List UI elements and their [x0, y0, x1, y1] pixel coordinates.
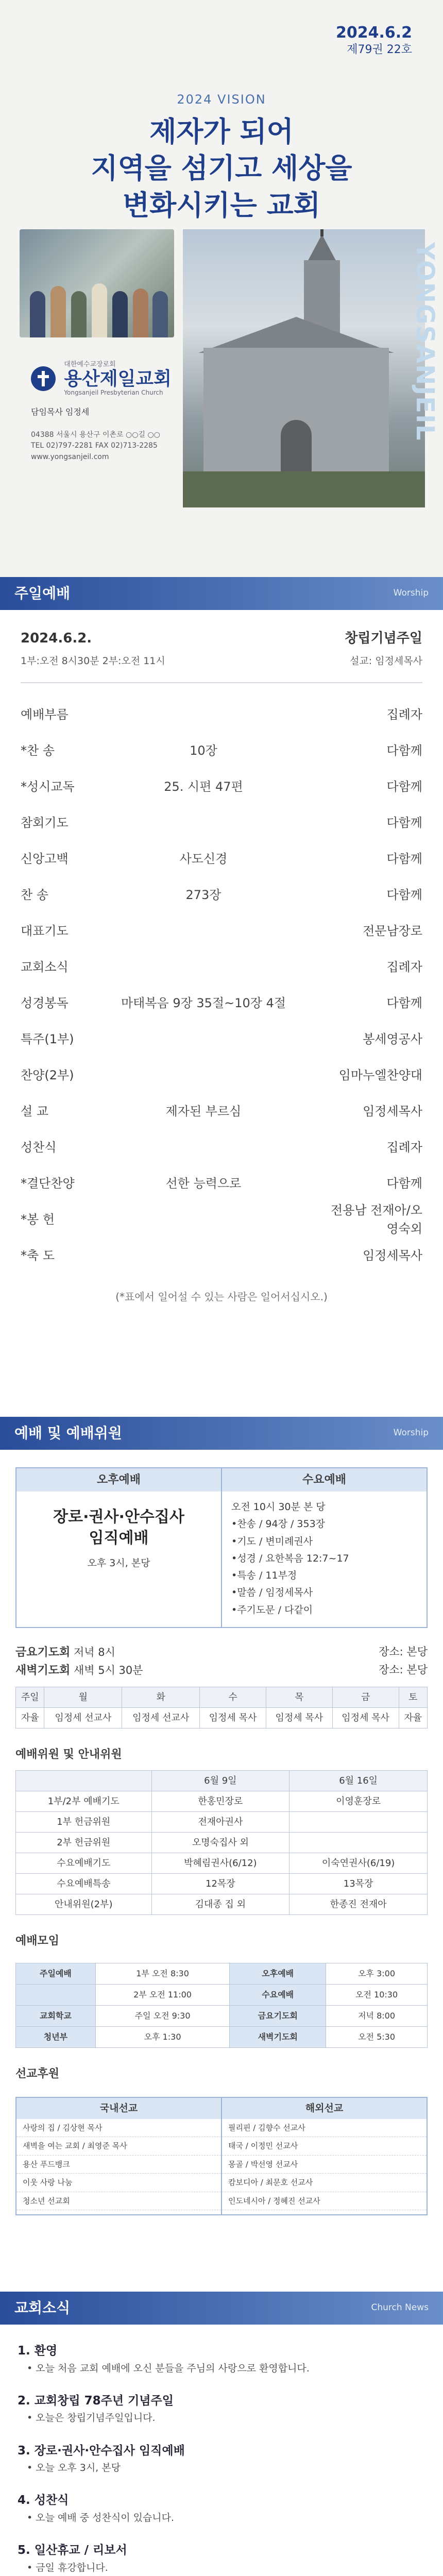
wednesday-line: •성경 / 요한복음 12:7~17 — [231, 1552, 349, 1564]
domestic-mission-list — [16, 2119, 221, 2211]
table-cell: 안내위원(2부) — [16, 1894, 152, 1915]
wednesday-service — [221, 1468, 427, 1627]
denomination: 대한예수교장로회 — [64, 361, 116, 368]
church-building-photo — [183, 229, 425, 507]
wednesday-line: •기도 / 변미례권사 — [231, 1535, 313, 1547]
friday-prayer-name: 금요기도회 — [15, 1646, 71, 1659]
schedule-cell: 교회학교 — [16, 2006, 96, 2027]
table-cell: 오명숙집사 외 — [151, 1833, 289, 1853]
table-cell: 12목장 — [151, 1874, 289, 1894]
afternoon-service — [16, 1468, 221, 1627]
domestic-mission — [16, 2098, 221, 2214]
news-item — [18, 2492, 425, 2526]
prayer-meetings — [15, 1643, 428, 1728]
order-content: 선한 능력으로 — [165, 1176, 242, 1191]
table-header-cell: 토 — [399, 1687, 428, 1708]
wednesday-line: •주기도문 / 다같이 — [231, 1604, 313, 1616]
schedule-cell: 수요예배 — [230, 1985, 326, 2006]
order-leader: 전문남장로 — [363, 923, 422, 938]
news-item — [18, 2541, 425, 2576]
worship-date: 2024.6.2. — [21, 631, 92, 646]
table-cell: 전재아권사 — [151, 1812, 289, 1833]
order-label: 성찬식 — [21, 1140, 57, 1155]
worship-time-row — [21, 654, 422, 683]
mission-item: 사랑의 집 / 김상현 목사 — [16, 2119, 221, 2138]
news-body: • 금일 휴강합니다. — [27, 2562, 108, 2573]
order-leader: 전용남 전재아/오영숙외 — [330, 1202, 422, 1236]
section-title: 예배 및 예배위원 — [14, 1425, 122, 1442]
order-item — [21, 1129, 422, 1165]
schedule-row — [16, 2006, 428, 2027]
order-content: 10장 — [190, 743, 217, 758]
worship-section-header — [0, 577, 443, 610]
schedule-cell: 오후 1:30 — [95, 2027, 229, 2048]
table-cell: 자율 — [16, 1708, 44, 1728]
order-item — [21, 985, 422, 1021]
schedule-cell: 1부 오전 8:30 — [95, 1963, 229, 1985]
afternoon-service-title: 오후예배 — [16, 1468, 221, 1492]
mission-item: 필리핀 / 김향수 선교사 — [222, 2119, 427, 2138]
section-title: 교회소식 — [14, 2299, 71, 2316]
order-label: 교회소식 — [21, 959, 69, 974]
phone-line: TEL 02)797-2281 FAX 02)713-2285 — [31, 442, 158, 450]
vertical-church-name: YONGSANJEIL — [411, 242, 439, 442]
order-leader: 다함께 — [386, 995, 422, 1010]
schedule-cell: 금요기도회 — [230, 2006, 326, 2027]
worship-team-table — [15, 1770, 428, 1915]
news-body: • 오늘 처음 교회 예배에 오신 분들을 주님의 사랑으로 환영합니다. — [27, 2362, 310, 2374]
schedule-cell — [16, 1985, 96, 2006]
table-cell: 임정세 목사 — [266, 1708, 332, 1728]
news-title: 5. 일산휴교 / 리보서 — [18, 2544, 127, 2557]
order-item — [21, 1238, 422, 1274]
logo-text — [64, 361, 172, 397]
table-cell: 임정세 목사 — [332, 1708, 399, 1728]
table-header-cell: 화 — [122, 1687, 200, 1708]
order-label: 신앙고백 — [21, 851, 69, 866]
dawn-prayer-row — [15, 1662, 428, 1680]
table-cell: 13목장 — [289, 1874, 428, 1894]
overseas-mission-list — [222, 2119, 427, 2211]
mission-item: 새벽을 여는 교회 / 최영준 목사 — [16, 2137, 221, 2156]
order-label: 참회기도 — [21, 815, 69, 830]
schedule-cell: 오전 5:30 — [326, 2027, 428, 2048]
person-figure — [92, 283, 107, 337]
mission-title: 선교후원 — [15, 2067, 60, 2081]
ordination-title-line: 임직예배 — [89, 1529, 149, 1547]
schedule-cell: 저녁 8:00 — [326, 2006, 428, 2027]
news-item — [18, 2442, 425, 2477]
table-cell: 박혜림권사(6/12) — [151, 1853, 289, 1874]
vision-label: 2024 VISION — [177, 92, 266, 107]
table-cell: 이영훈장로 — [289, 1791, 428, 1812]
mission-table — [15, 2097, 428, 2215]
church-name: 용산제일교회 — [64, 368, 172, 389]
table-cell: 2부 헌금위원 — [16, 1833, 152, 1853]
overseas-mission-title: 해외선교 — [222, 2098, 427, 2119]
table-header-cell: 금 — [332, 1687, 399, 1708]
table-cell: 수요예배특송 — [16, 1874, 152, 1894]
order-leader: 임마누엘찬양대 — [338, 1067, 422, 1082]
order-leader: 집례자 — [386, 1140, 422, 1155]
schedule-cell: 오후 3:00 — [326, 1963, 428, 1985]
order-label: 특주(1부) — [21, 1031, 74, 1046]
section-subtitle: Worship — [393, 588, 429, 599]
order-label: 예배부름 — [21, 707, 69, 722]
schedule-row — [16, 1963, 428, 1985]
news-body: • 오늘 오후 3시, 본당 — [27, 2462, 121, 2474]
order-leader: 다함께 — [386, 779, 422, 794]
order-item — [21, 697, 422, 733]
table-cell: 임정세 목사 — [200, 1708, 266, 1728]
vision-title-line: 제자가 되어 — [149, 115, 294, 148]
order-leader: 임정세목사 — [363, 1248, 422, 1263]
table-cell: 한홍민장로 — [151, 1791, 289, 1812]
overseas-mission — [221, 2098, 427, 2214]
order-label: 설 교 — [21, 1104, 48, 1118]
friday-prayer-place: 장소: 본당 — [379, 1645, 428, 1658]
table-cell — [289, 1812, 428, 1833]
table-row — [16, 1791, 428, 1812]
news-item — [18, 2392, 425, 2427]
order-leader: 다함께 — [386, 851, 422, 866]
table-row — [16, 1853, 428, 1874]
church-name-english: Yongsanjeil Presbyterian Church — [64, 389, 163, 397]
section-title: 주일예배 — [14, 585, 71, 602]
church-logo-icon — [31, 366, 56, 391]
worship-date-row — [21, 629, 422, 649]
dawn-prayer-time: 새벽 5시 30분 — [73, 1664, 143, 1676]
schedule-cell: 오전 10:30 — [326, 1985, 428, 2006]
table-cell: 임정세 선교사 — [122, 1708, 200, 1728]
cross-icon — [320, 229, 323, 236]
schedule-row — [16, 1985, 428, 2006]
cover — [0, 0, 443, 577]
wednesday-line: •특송 / 11부정 — [231, 1570, 297, 1581]
church-logo-block — [31, 361, 180, 463]
bulletin-date: 2024.6.2 — [335, 24, 412, 42]
order-label: 성경봉독 — [21, 995, 69, 1010]
order-item — [21, 1165, 422, 1201]
schedule-cell: 주일예배 — [16, 1963, 96, 1985]
news-list — [18, 2342, 425, 2576]
person-figure — [50, 286, 66, 337]
table-header-cell: 목 — [266, 1687, 332, 1708]
table-cell: 자율 — [399, 1708, 428, 1728]
news-title: 2. 교회창립 78주년 기념주일 — [18, 2394, 174, 2408]
church-news — [0, 2325, 443, 2576]
table-header-cell — [16, 1771, 152, 1791]
order-label: 대표기도 — [21, 923, 69, 938]
order-label: *봉 헌 — [21, 1212, 55, 1227]
order-content: 273장 — [185, 887, 222, 902]
news-title: 3. 장로·권사·안수집사 임직예배 — [18, 2444, 185, 2458]
order-leader: 다함께 — [386, 815, 422, 830]
table-row — [16, 1708, 428, 1728]
news-title: 4. 성찬식 — [18, 2494, 69, 2507]
church-address — [31, 430, 180, 463]
person-figure — [112, 291, 128, 337]
schedule-table — [15, 1963, 428, 2048]
order-leader: 집례자 — [386, 959, 422, 974]
dawn-prayer-table — [15, 1687, 428, 1728]
mission-item: 이웃 사랑 나눔 — [16, 2174, 221, 2192]
schedule-row — [16, 2027, 428, 2048]
table-header-cell: 수 — [200, 1687, 266, 1708]
ordination-time: 오후 3시, 본당 — [87, 1557, 150, 1569]
table-cell: 한종진 전재아 — [289, 1894, 428, 1915]
section-subtitle: Worship — [393, 1428, 429, 1438]
order-leader: 봉세영공사 — [363, 1031, 422, 1046]
sunday-name: 창립기념주일 — [345, 631, 422, 646]
news-item — [18, 2342, 425, 2377]
table-header-row — [16, 1771, 428, 1791]
order-label: 찬양(2부) — [21, 1067, 74, 1082]
order-label: *축 도 — [21, 1248, 55, 1263]
table-row — [16, 1812, 428, 1833]
mission-item: 캄보디아 / 최문호 선교사 — [222, 2174, 427, 2192]
table-header-cell: 월 — [44, 1687, 122, 1708]
wednesday-line: •말씀 / 임정세목사 — [231, 1587, 313, 1599]
order-content: 25. 시편 47편 — [164, 779, 243, 794]
order-label: *찬 송 — [21, 743, 55, 758]
worship-times: 1부:오전 8시30분 2부:오전 11시 — [21, 655, 165, 667]
order-item — [21, 1057, 422, 1093]
order-leader: 집례자 — [386, 707, 422, 722]
issue-number: 제79권 22호 — [347, 43, 412, 56]
domestic-mission-title: 국내선교 — [16, 2098, 221, 2119]
order-item — [21, 913, 422, 949]
dawn-prayer-name: 새벽기도회 — [15, 1664, 71, 1677]
person-figure — [152, 291, 168, 337]
ordination-title — [26, 1507, 212, 1549]
person-figure — [30, 291, 45, 337]
worship-order — [0, 610, 443, 1417]
person-figure — [133, 289, 148, 337]
website-link[interactable]: www.yongsanjeil.com — [31, 452, 109, 461]
mission-item: 인도네시아 / 정혜진 선교사 — [222, 2192, 427, 2211]
news-title: 1. 환영 — [18, 2344, 58, 2358]
news-body: • 오늘 예배 중 성찬식이 있습니다. — [27, 2512, 175, 2523]
mission-item: 청소년 선교회 — [16, 2192, 221, 2211]
dawn-prayer-place: 장소: 본당 — [379, 1663, 428, 1676]
table-cell: 임정세 선교사 — [44, 1708, 122, 1728]
friday-prayer-row — [15, 1643, 428, 1662]
preacher: 설교: 임정세목사 — [350, 655, 422, 667]
table-cell: 수요예배기도 — [16, 1853, 152, 1874]
order-leader: 임정세목사 — [363, 1104, 422, 1118]
order-leader: 다함께 — [386, 887, 422, 902]
table-cell: 이숙연권사(6/19) — [289, 1853, 428, 1874]
schedule-cell: 오후예배 — [230, 1963, 326, 1985]
church-door — [281, 420, 312, 477]
mission-item: 몽골 / 박선영 선교사 — [222, 2156, 427, 2174]
news-section-header — [0, 2292, 443, 2325]
order-item — [21, 877, 422, 913]
order-item — [21, 733, 422, 769]
schedule-cell: 주일 오전 9:30 — [95, 2006, 229, 2027]
ordination-title-line: 장로·권사·안수집사 — [53, 1508, 184, 1526]
order-leader: 다함께 — [386, 1176, 422, 1191]
section-subtitle: Church News — [371, 2302, 429, 2313]
church-ground — [183, 471, 425, 507]
table-header-row — [16, 1687, 428, 1708]
news-body: • 오늘은 창립기념주일입니다. — [27, 2412, 156, 2424]
table-cell: 1부/2부 예배기도 — [16, 1791, 152, 1812]
order-leader: 다함께 — [386, 743, 422, 758]
table-row — [16, 1833, 428, 1853]
order-item — [21, 841, 422, 877]
congregation-photo — [20, 229, 174, 337]
vision-title — [0, 113, 443, 224]
mission-item: 태국 / 이정민 선교사 — [222, 2137, 427, 2156]
order-item — [21, 1021, 422, 1057]
schedule-cell: 새벽기도회 — [230, 2027, 326, 2048]
order-label: *결단찬양 — [21, 1176, 75, 1191]
order-item — [21, 949, 422, 985]
wednesday-lines — [231, 1499, 417, 1619]
table-cell: 김대종 집 외 — [151, 1894, 289, 1915]
order-content: 사도신경 — [179, 851, 228, 866]
table-cell — [289, 1833, 428, 1853]
table-row — [16, 1894, 428, 1915]
schedule-title: 예배모임 — [15, 1935, 60, 1948]
friday-prayer-time: 저녁 8시 — [73, 1646, 115, 1658]
table-row — [16, 1874, 428, 1894]
order-item — [21, 805, 422, 841]
times-section-header — [0, 1417, 443, 1450]
schedule-cell: 2부 오전 11:00 — [95, 1985, 229, 2006]
worship-times — [0, 1450, 443, 2292]
order-content: 제자된 부르심 — [165, 1104, 242, 1118]
person-figure — [71, 291, 87, 337]
team-title: 예배위원 및 안내위원 — [15, 1748, 122, 1761]
wednesday-service-title: 수요예배 — [222, 1468, 427, 1492]
service-box — [15, 1467, 428, 1628]
order-item — [21, 1201, 422, 1238]
order-list — [21, 697, 422, 1274]
vision-title-line: 변화시키는 교회 — [123, 189, 320, 222]
order-item — [21, 1093, 422, 1129]
order-item — [21, 769, 422, 805]
standing-note: (*표에서 일어설 수 있는 사람은 일어서십시오.) — [115, 1290, 328, 1303]
senior-pastor: 담임목사 임정세 — [31, 406, 90, 417]
cover-date — [336, 23, 412, 58]
wednesday-line: 오전 10시 30분 본 당 — [231, 1501, 326, 1513]
order-label: 찬 송 — [21, 887, 48, 902]
table-header-cell: 주일 — [16, 1687, 44, 1708]
order-content: 마태복음 9장 35절~10장 4절 — [121, 995, 286, 1010]
wednesday-line: •찬송 / 94장 / 353장 — [231, 1518, 326, 1530]
table-header-cell: 6월 16일 — [289, 1771, 428, 1791]
table-header-cell: 6월 9일 — [151, 1771, 289, 1791]
address-line: 04388 서울시 용산구 이촌로 ○○길 ○○ — [31, 430, 160, 439]
schedule-cell: 청년부 — [16, 2027, 96, 2048]
vision-title-line: 지역을 섬기고 세상을 — [91, 152, 352, 185]
order-label: *성시교독 — [21, 779, 75, 794]
table-cell: 1부 헌금위원 — [16, 1812, 152, 1833]
mission-item: 용산 푸드뱅크 — [16, 2156, 221, 2174]
